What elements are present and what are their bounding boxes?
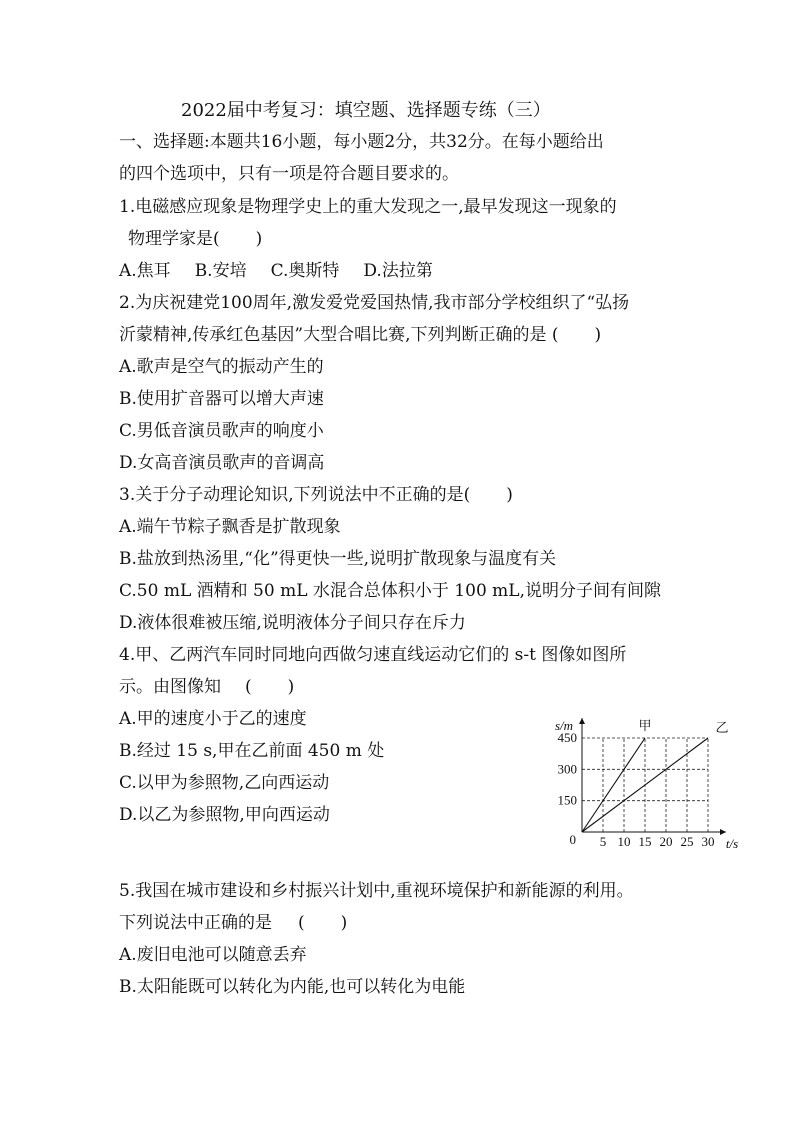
q3-option-d: D.液体很难被压缩,说明液体分子间只存在斥力	[119, 613, 466, 633]
y-axis-label: s/m	[554, 718, 574, 733]
x-tick-label: 25	[680, 834, 694, 849]
q2-option-d: D.女高音演员歌声的音调高	[119, 453, 325, 473]
q4-open-paren: (	[245, 677, 252, 697]
q1-option-c: C.奥斯特	[270, 261, 340, 281]
q3-stem-text: 3.关于分子动理论知识,下列说法中不正确的是(	[119, 485, 471, 505]
y-tick-label: 300	[557, 761, 577, 777]
q5-option-a: A.废旧电池可以随意丢弃	[119, 945, 307, 965]
y-tick-label: 150	[557, 792, 577, 808]
series-label-1: 甲	[638, 718, 652, 733]
q2-stem-line-1: 2.为庆祝建党100周年,激发爱党爱国热情,我市部分学校组织了“弘扬	[119, 293, 630, 313]
q1-stem-line-2	[128, 228, 262, 250]
q4-option-d: D.以乙为参照物,甲向西运动	[119, 805, 330, 825]
q3-option-b: B.盐放到热汤里,“化”得更快一些,说明扩散现象与温度有关	[119, 549, 557, 569]
q4-stem-line-1: 4.甲、乙两汽车同时同地向西做匀速直线运动它们的 s-t 图像如图所	[119, 645, 627, 665]
q3-option-c: C.50 mL 酒精和 50 mL 水混合总体积小于 100 mL,说明分子间有间隙	[119, 581, 661, 601]
q5-close-paren: )	[340, 913, 348, 933]
q4-close-paren: )	[287, 677, 295, 697]
q1-option-d: D.法拉第	[363, 261, 433, 281]
x-tick-label: 20	[659, 834, 673, 849]
q4-stem-line-2	[119, 676, 294, 698]
q5-open-paren: (	[298, 913, 305, 933]
x-tick-label: 5	[599, 834, 607, 849]
q2-option-c: C.男低音演员歌声的响度小	[119, 421, 324, 441]
x-axis-arrow	[720, 829, 726, 835]
q5-stem-text: 下列说法中正确的是	[119, 913, 272, 933]
q2-stem-text: 沂蒙精神,传承红色基因”大型合唱比赛,下列判断正确的是 (	[119, 325, 559, 345]
q1-option-b: B.安培	[194, 261, 247, 281]
q2-close-paren: )	[594, 325, 602, 345]
q4-option-b: B.经过 15 s,甲在乙前面 450 m 处	[119, 741, 385, 761]
q2-option-a: A.歌声是空气的振动产生的	[119, 357, 324, 377]
q4-option-c: C.以甲为参照物,乙向西运动	[119, 773, 330, 793]
s-t-chart	[548, 706, 738, 854]
page-title: 2022届中考复习：填空题、选择题专练（三）	[181, 100, 551, 121]
q3-stem-line-1	[119, 484, 513, 506]
q1-options	[119, 260, 457, 282]
series-label-2: 乙	[715, 720, 729, 735]
q5-option-b: B.太阳能既可以转化为内能,也可以转化为电能	[119, 977, 466, 997]
y-tick-label: 450	[557, 730, 577, 745]
q2-stem-line-2	[119, 324, 601, 346]
x-tick-label: 15	[638, 834, 652, 849]
q5-stem-line-2	[119, 912, 347, 934]
q1-stem-text: 物理学家是(	[128, 229, 220, 249]
x-tick-label: 10	[617, 834, 631, 849]
q5-stem-line-1: 5.我国在城市建设和乡村振兴计划中,重视环境保护和新能源的利用。	[119, 881, 634, 901]
series-line-1	[582, 738, 645, 832]
q4-option-a: A.甲的速度小于乙的速度	[119, 709, 307, 729]
q1-stem-line-1: 1.电磁感应现象是物理学史上的重大发现之一,最早发现这一现象的	[119, 197, 617, 217]
x-axis-label: t/s	[725, 836, 738, 851]
origin-label: 0	[569, 832, 576, 847]
q2-option-b: B.使用扩音器可以增大声速	[119, 389, 324, 409]
q4-stem-text: 示。由图像知	[119, 677, 221, 697]
series-line-2	[582, 738, 708, 832]
y-axis-arrow	[579, 718, 585, 724]
q1-close-paren: )	[255, 229, 263, 249]
q1-option-a: A.焦耳	[119, 261, 171, 281]
section-intro-line-1: 一、选择题:本题共16小题，每小题2分，共32分。在每小题给出	[119, 132, 604, 152]
x-tick-label: 30	[701, 834, 715, 849]
q3-option-a: A.端午节粽子飘香是扩散现象	[119, 517, 341, 537]
q3-close-paren: )	[506, 485, 513, 505]
section-intro-line-2: 的四个选项中，只有一项是符合题目要求的。	[119, 164, 459, 184]
